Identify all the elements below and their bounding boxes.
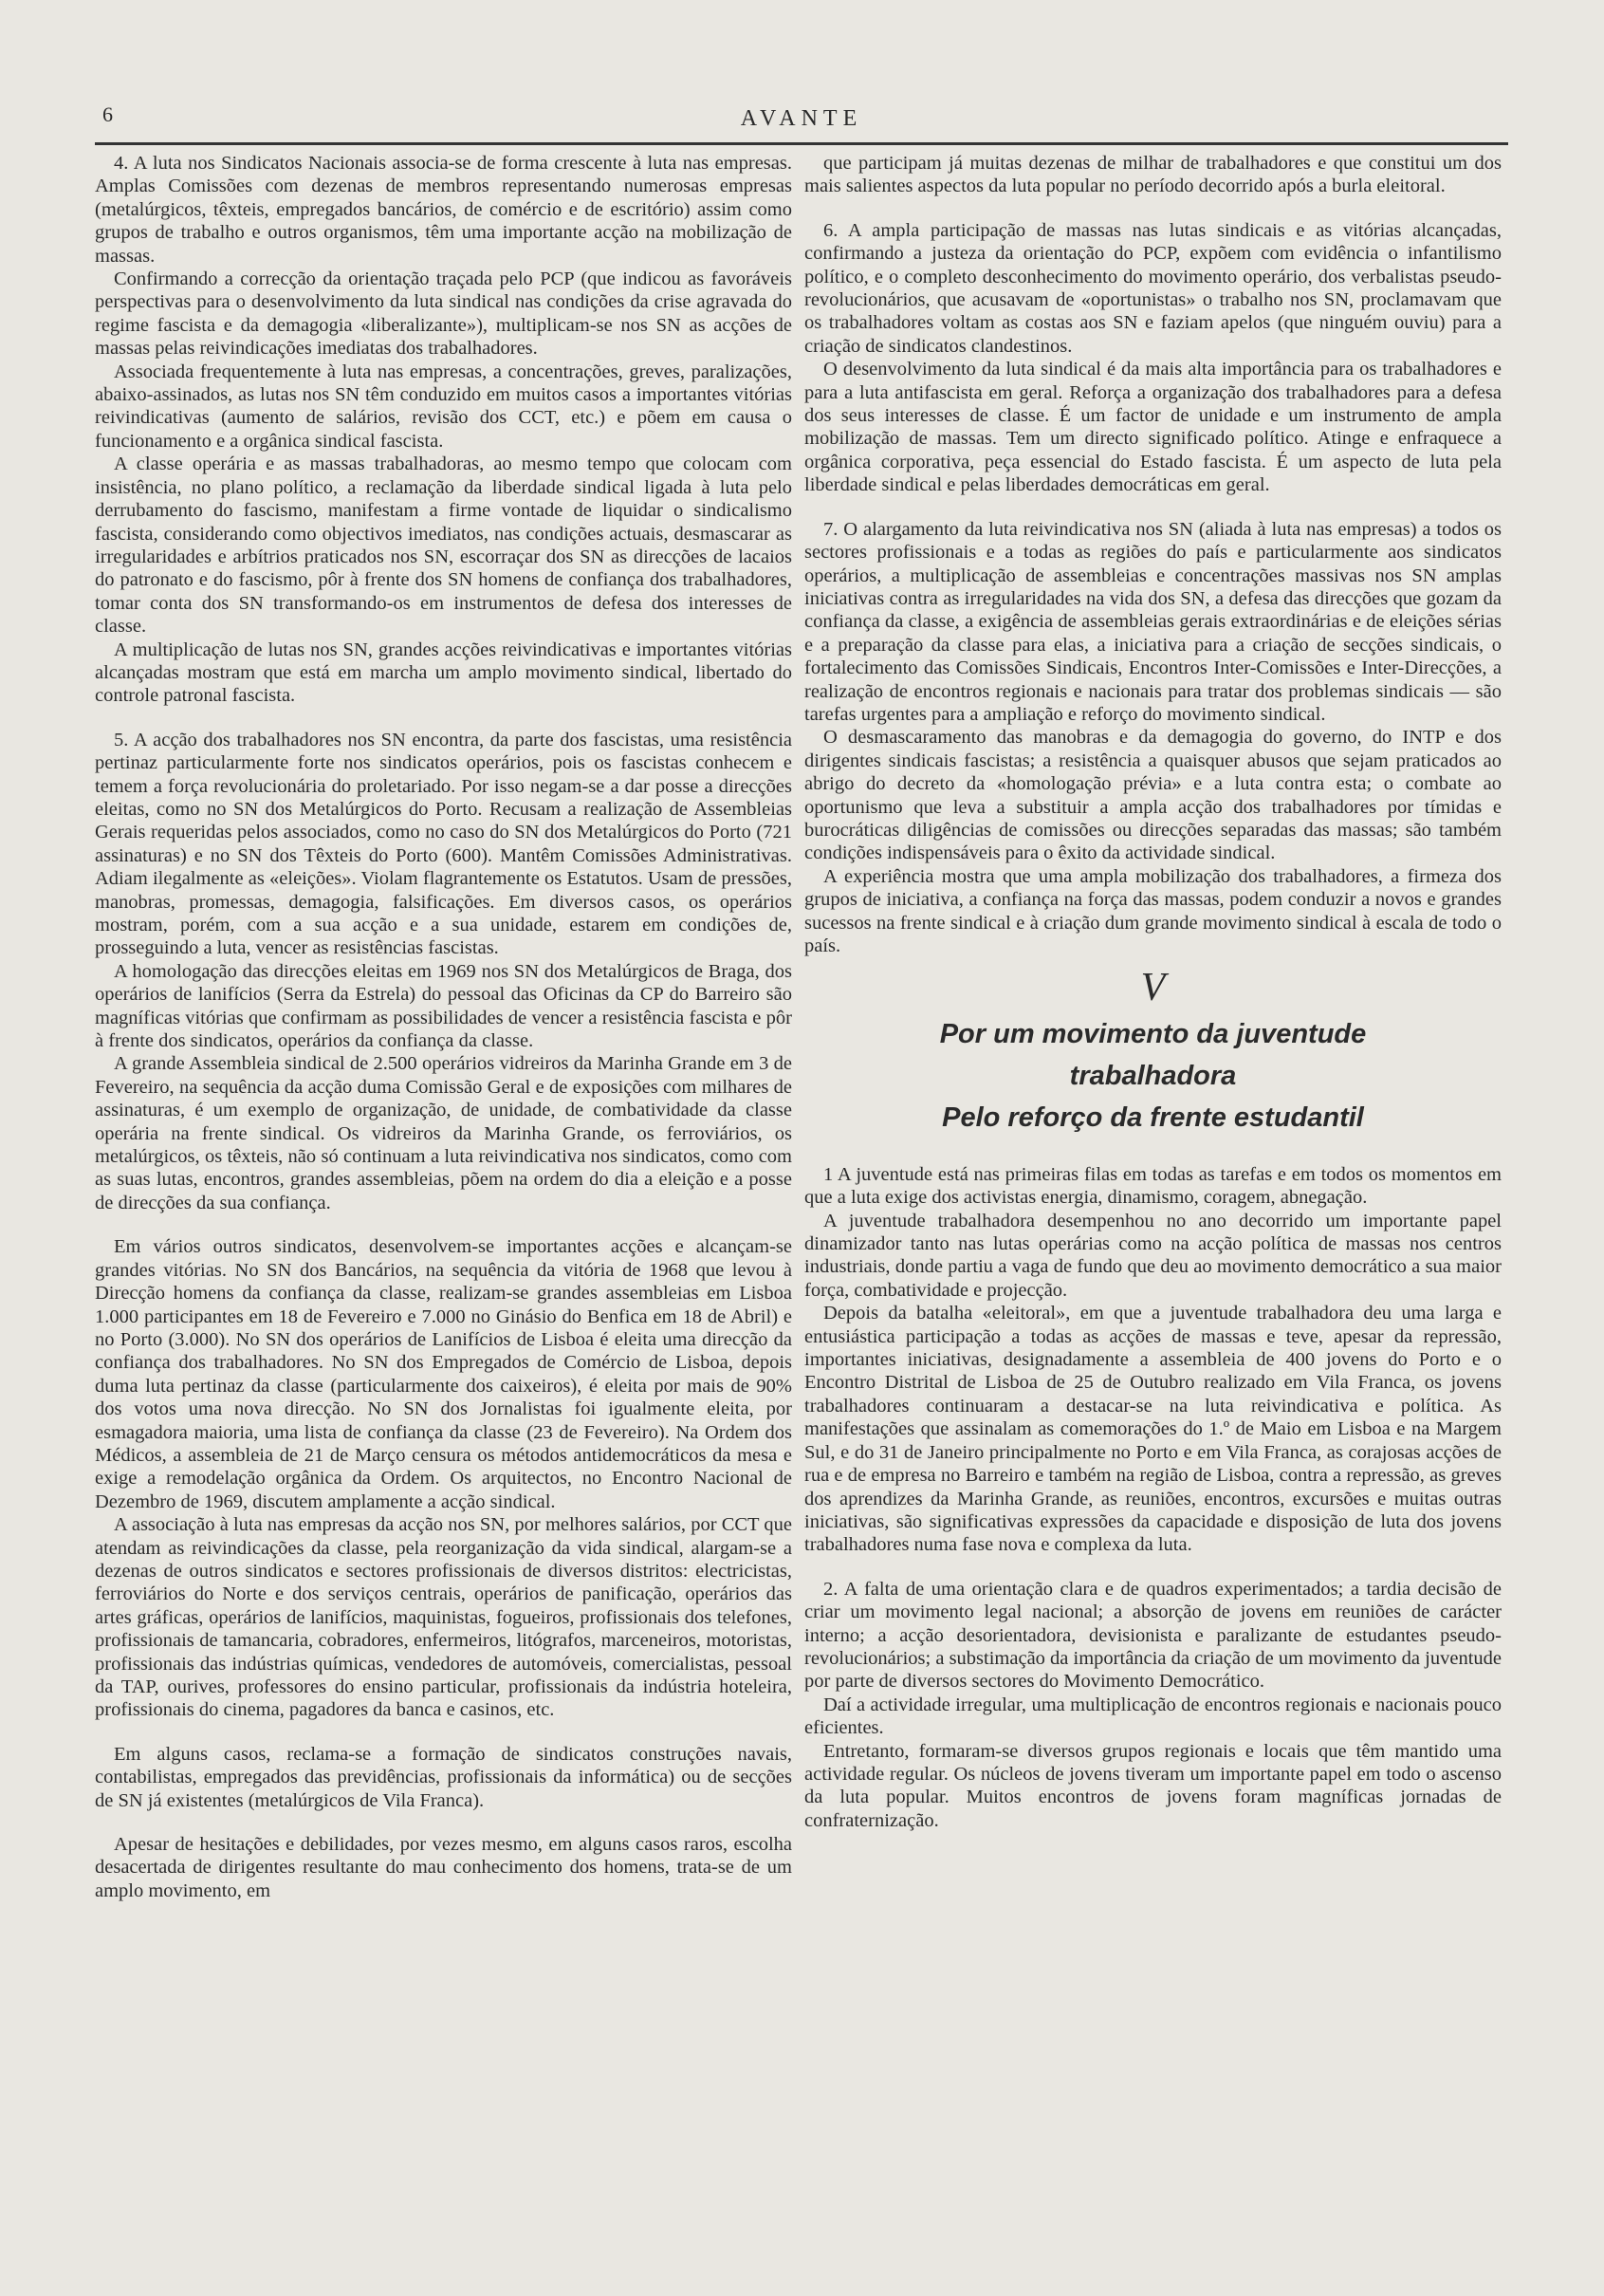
left-column <box>95 152 792 1902</box>
section-title-line: Por um movimento da juventude <box>939 1018 1367 1049</box>
paragraph: Confirmando a correcção da orientação traçada pelo PCP (que indicou as favoráveis perspectivas para o desenvolvimento da luta sindical nas condições da crise agravada do regime fascista e da demagogia «liberalizante»), multiplicam-se nos SN as acções de massas pelas reivindicações imediatas dos trabalhadores. <box>95 268 792 360</box>
paragraph: 2. A falta de uma orientação clara e de quadros experimentados; a tardia decisão de criar um movimento legal nacional; a absorção de jovens em reuniões de carácter interno; a acção desorientadora, devisionista e paralizante de estudantes pseudo-revolucionários; a substimação da importância da criação de um movimento da juventude por parte de diversos sectores do Movimento Democrático. <box>804 1578 1502 1693</box>
paragraph: A experiência mostra que uma ampla mobilização dos trabalhadores, a firmeza dos grupos de iniciativa, a confiança na força das massas, podem conduzir a novos e grandes sucessos na frente sindical e à criação dum grande movimento sindical à escala de todo o país. <box>804 865 1502 956</box>
paragraph: que participam já muitas dezenas de milhar de trabalhadores e que constitui um dos mais salientes aspectos da luta popular no período decorrido após a burla eleitoral. <box>804 153 1502 197</box>
paragraph: Depois da batalha «eleitoral», em que a juventude trabalhadora deu uma larga e entusiástica participação a todas as acções de massas e teve, apesar da repressão, importantes iniciativas, designadamente a assembleia de 400 jovens do Porto e o Encontro Distrital de Lisboa de 25 de Outubro realizado em Vila Franca, os jovens trabalhadores continuaram a destacar-se na luta reivindicativa e política. As manifestações que assinalam as comemorações do 1.º de Maio em Lisboa e na Margem Sul, e do 31 de Janeiro principalmente no Porto e em Vila Franca, as corajosas acções de rua e de empresa no Barreiro e também na região de Lisboa, contra a repressão, as greves dos aprendizes da Marinha Grande, as reuniões, encontros, excursões e muitas outras iniciativas, são significativas expressões da capacidade e disposição de luta dos jovens trabalhadores numa fase nova e complexa da luta. <box>804 1303 1502 1556</box>
masthead: AVANTE <box>740 106 863 131</box>
paragraph: A classe operária e as massas trabalhadoras, ao mesmo tempo que colocam com insistência, no plano político, a reclamação da liberdade sindical ligada à luta pelo derrubamento do fascismo, manifestam a firme vontade de liquidar o sindicalismo fascista, considerando como objectivos imediatos, nas condições actuais, desmascarar as irregularidades e arbítrios praticados nos SN, escorraçar dos SN as direcções de lacaios do patronato e do fascismo, pôr à frente dos SN homens de confiança dos trabalhadores, tomar conta dos SN transformando-os em instrumentos de defesa dos interesses de classe. <box>95 454 792 638</box>
paragraph: Daí a actividade irregular, uma multiplicação de encontros regionais e nacionais pouco eficientes. <box>804 1694 1502 1739</box>
paragraph: Associada frequentemente à luta nas empresas, a concentrações, greves, paralizações, abaixo-assinados, as lutas nos SN têm conduzido em muitos casos a importantes vitórias reivindicativas (aumento de salários, revisão dos CCT, etc.) e põem em causa o funcionamento e a orgânica sindical fascista. <box>95 361 792 452</box>
paragraph: A grande Assembleia sindical de 2.500 operários vidreiros da Marinha Grande em 3 de Fevereiro, na sequência da acção duma Comissão Geral e de exposições com milhares de assinaturas, é um exemplo de organização, de unidade, de combatividade da classe operária na frente sindical. Os vidreiros da Marinha Grande, os ferroviários, os metalúrgicos, os têxteis, não só continuam a luta reivindicativa nos sindicatos, como com as suas lutas, encontros, grandes assembleias, põem na ordem do dia a eleição e a posse de direcções da sua confiança. <box>95 1053 792 1213</box>
paragraph: 4. A luta nos Sindicatos Nacionais associa-se de forma crescente à luta nas empresas. Amplas Comissões com dezenas de membros representando numerosas empresas (metalúrgicos, têxteis, empregados bancários, de comércio e de escritório) assim como grupos de trabalho e outros organismos, têm uma importante acção na mobilização de massas. <box>95 153 792 267</box>
paragraph: A associação à luta nas empresas da acção nos SN, por melhores salários, por CCT que atendam as reivindicações da classe, pela reorganização da vida sindical, alargam-se a dezenas de outros sindicatos e sectores profissionais de diversos distritos: electricistas, ferroviários do Norte e dos serviços centrais, operários de panificação, operários das artes gráficas, operários de lanifícios, maquinistas, fogueiros, profissionais dos telefones, profissionais de tamancaria, cobradores, enfermeiros, litógrafos, marceneiros, motoristas, profissionais das indústrias químicas, vendedores de automóveis, comercialistas, pessoal da TAP, ourives, professores do ensino particular, profissionais da indústria hoteleira, profissionais do cinema, pagadores da banca e casinos, etc. <box>95 1514 792 1721</box>
paragraph: 1 A juventude está nas primeiras filas em todas as tarefas e em todos os momentos em que a luta exige dos activistas energia, dinamismo, coragem, abnegação. <box>804 1163 1502 1209</box>
page-number: 6 <box>102 102 113 126</box>
paragraph: Apesar de hesitações e debilidades, por vezes mesmo, em alguns casos raros, escolha desacertada de dirigentes resultante do mau conhecimento dos homens, trata-se de um amplo movimento, em <box>95 1834 792 1901</box>
section-title-line: Pelo reforço da frente estudantil <box>942 1102 1364 1133</box>
paragraph: 6. A ampla participação de massas nas lutas sindicais e as vitórias alcançadas, confirmando a justeza da orientação do PCP, expõem com evidência o infantilismo político, e o completo desconhecimento do movimento operário, dos verbalistas pseudo-revolucionários, que acusavam de «oportunistas» o trabalho nos SN, proclamavam que os trabalhadores voltam as costas aos SN e faziam apelos (que ninguém ouviu) para a criação de sindicatos clandestinos. <box>804 219 1502 357</box>
paragraph: Em alguns casos, reclama-se a formação de sindicatos construções navais, contabilistas, empregados das previdências, profissionais da informática) ou de secções de SN já existentes (metalúrgicos de Vila Franca). <box>95 1743 792 1811</box>
section-title-line: trabalhadora <box>1069 1060 1237 1091</box>
paragraph: O desmascaramento das manobras e da demagogia do governo, do INTP e dos dirigentes sindicais fascistas; a resistência a quaisquer abusos que sejam praticados ao abrigo do decreto da «homologação prévia» e a luta contra esta; o combate ao oportunismo que leva a substituir a ampla acção dos trabalhadores por tímidas e burocráticas diligências de comissões ou direcções separadas das massas; são também condições indispensáveis para o êxito da actividade sindical. <box>804 727 1502 864</box>
header-rule <box>95 142 1508 145</box>
paragraph: 5. A acção dos trabalhadores nos SN encontra, da parte dos fascistas, uma resistência pertinaz particularmente forte nos sindicatos operários, pois os fascistas conhecem e temem a força revolucionária do proletariado. Por isso negam-se a dar posse a direcções eleitas, como no SN dos Metalúrgicos do Porto. Recusam a realização de Assembleias Gerais requeridas pelos associados, como no caso do SN dos Metalúrgicos do Porto (721 assinaturas) e no SN dos Têxteis do Porto (600). Mantêm Comissões Administrativas. Adiam ilegalmente as «eleições». Violam flagrantemente os Estatutos. Usam de pressões, manobras, promessas, demagogia, falsificações. Em diversos casos, os operários mostram, porém, com a sua acção e a sua unidade, estarem em condições de, prosseguindo a luta, vencer as resistências fascistas. <box>95 729 792 959</box>
page-header <box>95 102 1508 140</box>
paragraph: 7. O alargamento da luta reivindicativa nos SN (aliada à luta nas empresas) a todos os sectores profissionais e a todas as regiões do país e particularmente aos sindicatos operários, a multiplicação de assembleias e concentrações massivas nos SN amplas iniciativas contra as irregularidades na vida dos SN, a defesa das direcções que gozam da confiança da classe, a exigência de assembleias gerais extraordinárias e de eleições sérias e a preparação da classe para elas, a iniciativa para a criação de secções sindicais, o fortalecimento das Comissões Sindicais, Encontros Inter-Comissões e Inter-Direcções, a realização de encontros regionais e nacionais para tratar dos problemas sindicais — são tarefas urgentes para a ampliação e reforço do movimento sindical. <box>804 518 1502 725</box>
paragraph: O desenvolvimento da luta sindical é da mais alta importância para os trabalhadores e para a luta antifascista em geral. Reforça a organização dos trabalhadores para a defesa dos seus interesses de classe. É um factor de unidade e um instrumento de ampla mobilização de massas. Tem um directo significado político. Atinge e enfraquece a orgânica corporativa, peça essencial do Estado fascista. É um aspecto de luta pela liberdade sindical e pelas liberdades democráticas em geral. <box>804 359 1502 496</box>
right-column <box>804 152 1502 1832</box>
paragraph: Em vários outros sindicatos, desenvolvem-se importantes acções e alcançam-se grandes vitórias. No SN dos Bancários, na sequência da vitória de 1968 que levou à Direcção homens da confiança da classe, realizam-se grandes assembleias em Lisboa 1.000 participantes em 18 de Fevereiro e 7.000 no Ginásio do Benfica em 18 de Abril) e no Porto (3.000). No SN dos operários de Lanifícios de Lisboa é eleita uma direcção da confiança dos trabalhadores. No SN dos Empregados de Comércio de Lisboa, depois duma luta pertinaz da classe (particularmente dos caixeiros), é eleita por mais de 90% dos votos uma nova direcção. No SN dos Jornalistas foi igualmente eleita, por esmagadora maioria, uma lista de confiança da classe (23 de Fevereiro). Na Ordem dos Médicos, a assembleia de 21 de Março censura os métodos antidemocráticos da mesa e exige a remodelação orgânica da Ordem. Os arquitectos, no Encontro Nacional de Dezembro de 1969, discutem amplamente a acção sindical. <box>95 1236 792 1512</box>
paragraph: A homologação das direcções eleitas em 1969 nos SN dos Metalúrgicos de Braga, dos operários de lanifícios (Serra da Estrela) do pessoal das Oficinas da CP do Barreiro são magníficas vitórias que confirmam as possibilidades de vencer a resistência fascista e pôr à frente dos sindicatos, operários da confiança da classe. <box>95 960 792 1052</box>
section-title <box>804 1013 1502 1139</box>
paragraph: Entretanto, formaram-se diversos grupos regionais e locais que têm mantido uma actividade regular. Os núcleos de jovens tiveram um importante papel em todo o ascenso da luta popular. Muitos encontros de jovens foram magníficas jornadas de confraternização. <box>804 1740 1502 1831</box>
paragraph: A multiplicação de lutas nos SN, grandes acções reivindicativas e importantes vitórias alcançadas mostram que está em marcha um amplo movimento sindical, libertado do controle patronal fascista. <box>95 639 792 707</box>
paragraph: A juventude trabalhadora desempenhou no ano decorrido um importante papel dinamizador tanto nas lutas operárias como na acção política de massas nos centros industriais, donde partiu a vaga de fundo que deu ao movimento democrático a sua maior força, combatividade e projecção. <box>804 1210 1502 1301</box>
section-number: V <box>1140 966 1166 1010</box>
